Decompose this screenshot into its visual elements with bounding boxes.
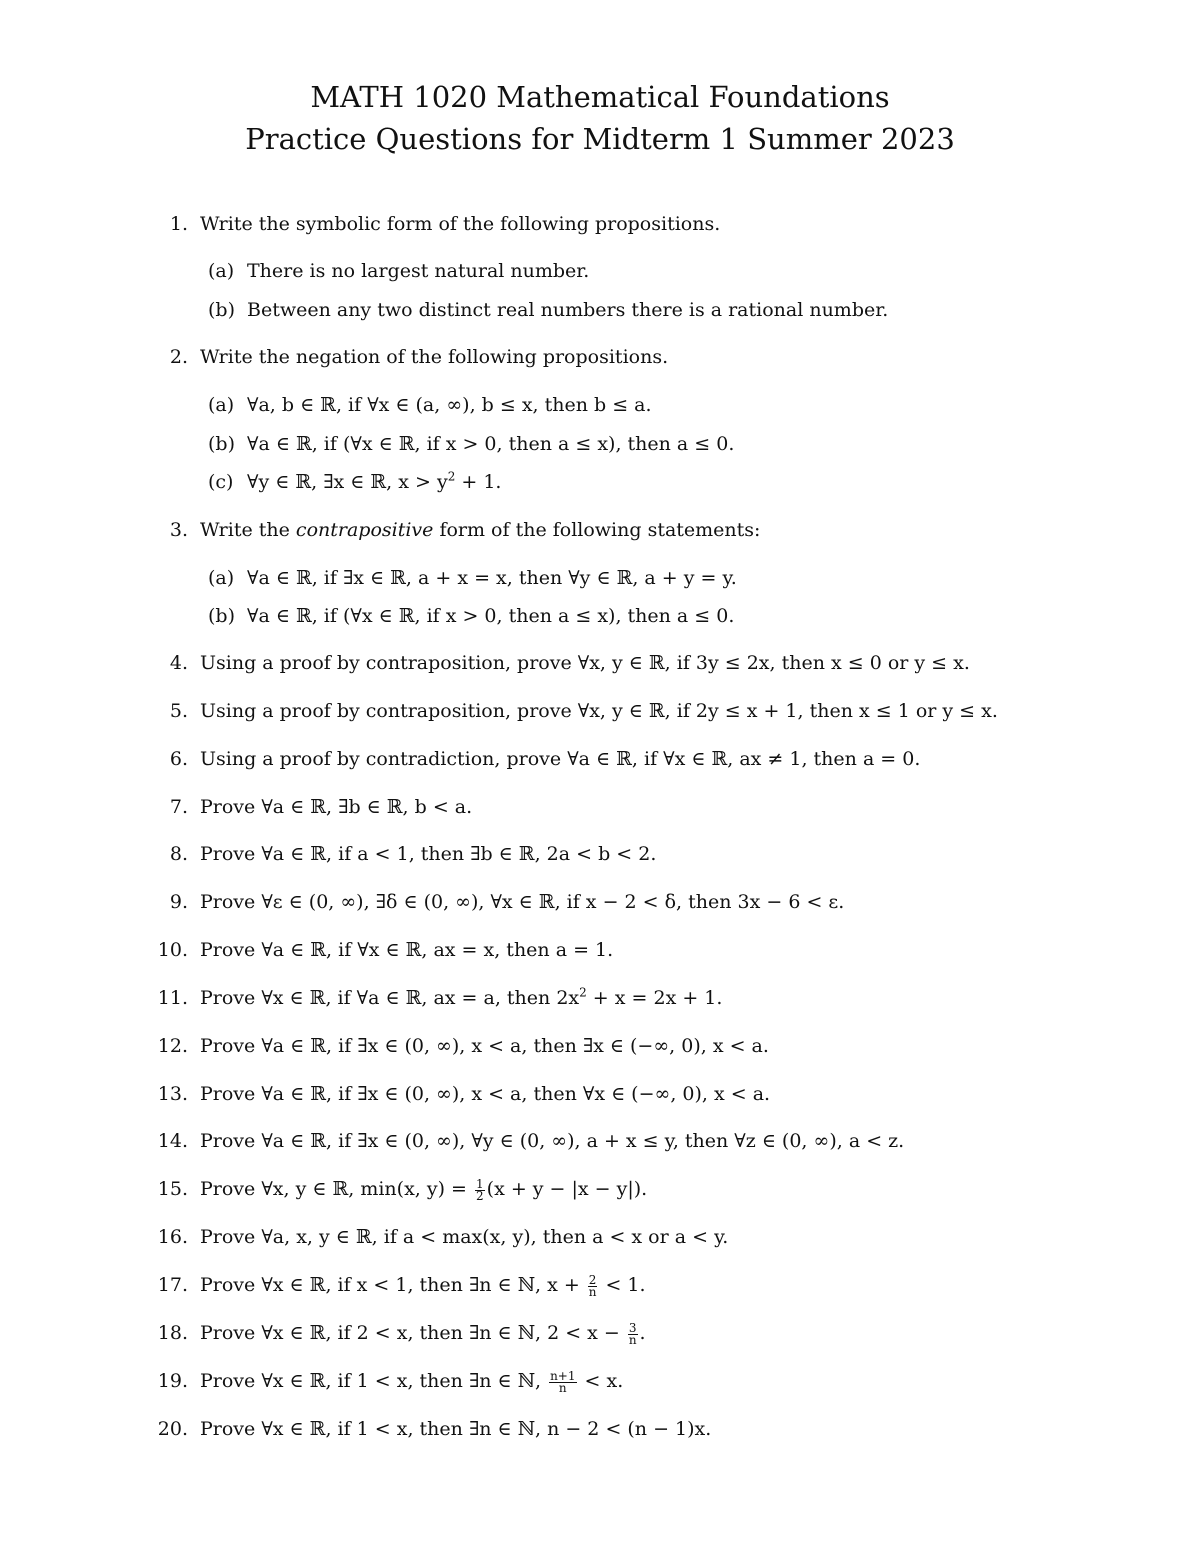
part-text: There is no largest natural number. [247,260,590,282]
question-text: Using a proof by contradiction, prove ∀a ∈ ℝ, if ∀x ∈ ℝ, ax ≠ 1, then a = 0. [200,748,921,770]
question-number: 1. [169,213,188,235]
question-text: Prove ∀x, y ∈ ℝ, min(x, y) = $\frac{1}{2}$ (x + y − |x − y|). [200,1176,648,1203]
part-label: (a) [208,260,235,282]
part-label: (a) [208,394,235,416]
document-title: MATH 1020 Mathematical Foundations [310,80,890,114]
question-number: 12. [157,1035,188,1057]
question-text: Prove ∀a ∈ ℝ, if ∃x ∈ (0, ∞), x < a, then ∀x ∈ (−∞, 0), x < a. [200,1083,771,1105]
question-number: 7. [169,796,188,818]
fraction: $\frac{3}{n}$ [628,1320,637,1347]
question-number: 19. [157,1370,188,1392]
question-text: Prove ∀x ∈ ℝ, if x < 1, then ∃n ∈ ℕ, x + $\frac{2}{n}$ < 1. [200,1272,646,1299]
question-number: 9. [169,891,188,913]
question-text: Prove ∀a ∈ ℝ, if ∃x ∈ (0, ∞), x < a, then ∃x ∈ (−∞, 0), x < a. [200,1035,769,1057]
part-text: ∀a, b ∈ ℝ, if ∀x ∈ (a, ∞), b ≤ x, then b ≤ a. [247,394,652,416]
document-subtitle: Practice Questions for Midterm 1 Summer 2023 [245,122,955,156]
question-text: Write the negation of the following propositions. [200,346,669,368]
question-text: Prove ∀a ∈ ℝ, if ∃x ∈ (0, ∞), ∀y ∈ (0, ∞), a + x ≤ y, then ∀z ∈ (0, ∞), a < z. [200,1130,905,1152]
part-text: ∀a ∈ ℝ, if (∀x ∈ ℝ, if x > 0, then a ≤ x), then a ≤ 0. [247,605,735,627]
question-number: 16. [157,1226,188,1248]
question-number: 3. [169,519,188,541]
question-number: 14. [157,1130,188,1152]
part-text: Between any two distinct real numbers there is a rational number. [247,299,889,321]
fraction: $\frac{2}{n}$ [588,1272,597,1299]
question-text: Prove ∀x ∈ ℝ, if 1 < x, then ∃n ∈ ℕ, n − 2 < (n − 1)x. [200,1418,712,1440]
part-label: (a) [208,567,235,589]
question-text: Prove ∀ε ∈ (0, ∞), ∃δ ∈ (0, ∞), ∀x ∈ ℝ, if x − 2 < δ, then 3x − 6 < ε. [200,891,845,913]
question-text: Prove ∀x ∈ ℝ, if ∀a ∈ ℝ, ax = a, then $2x^2 + x = 2x + 1$. [200,985,723,1009]
question-number: 17. [157,1274,188,1296]
question-text: Write the contrapositive form of the following statements: [200,519,761,541]
question-number: 2. [169,346,188,368]
question-text: Prove ∀a ∈ ℝ, ∃b ∈ ℝ, b < a. [200,796,473,818]
question-number: 4. [169,652,188,674]
question-number: 18. [157,1322,188,1344]
part-text: ∀a ∈ ℝ, if ∃x ∈ ℝ, a + x = x, then ∀y ∈ ℝ, a + y = y. [247,567,737,589]
part-label: (b) [208,299,235,321]
part-label: (c) [208,471,234,493]
question-text: Prove ∀a, x, y ∈ ℝ, if a < max(x, y), then a < x or a < y. [200,1226,729,1248]
question-text: Prove ∀a ∈ ℝ, if ∀x ∈ ℝ, ax = x, then a = 1. [200,939,614,961]
part-label: (b) [208,433,235,455]
question-text: Prove ∀x ∈ ℝ, if 1 < x, then ∃n ∈ ℕ, $\frac{n+1}{n}$ < x. [200,1368,624,1395]
question-number: 13. [157,1083,188,1105]
question-number: 15. [157,1178,188,1200]
question-text: Prove ∀x ∈ ℝ, if 2 < x, then ∃n ∈ ℕ, 2 < x − $\frac{3}{n}$ . [200,1320,646,1347]
part-text: ∀y ∈ ℝ, ∃x ∈ ℝ, $x > y^2 + 1$. [247,469,502,493]
question-number: 5. [169,700,188,722]
question-number: 11. [157,987,188,1009]
question-number: 10. [157,939,188,961]
part-text: ∀a ∈ ℝ, if (∀x ∈ ℝ, if x > 0, then a ≤ x), then a ≤ 0. [247,433,735,455]
part-label: (b) [208,605,235,627]
question-number: 6. [169,748,188,770]
question-text: Using a proof by contraposition, prove ∀x, y ∈ ℝ, if 2y ≤ x + 1, then x ≤ 1 or y ≤ x. [200,700,998,722]
question-text: Prove ∀a ∈ ℝ, if a < 1, then ∃b ∈ ℝ, 2a < b < 2. [200,843,657,865]
question-text: Write the symbolic form of the following propositions. [200,213,721,235]
question-number: 8. [169,843,188,865]
question-text: Using a proof by contraposition, prove ∀x, y ∈ ℝ, if 3y ≤ 2x, then x ≤ 0 or y ≤ x. [200,652,970,674]
fraction: $\frac{1}{2}$ [476,1176,484,1203]
fraction: $\frac{n+1}{n}$ [550,1368,576,1395]
question-number: 20. [157,1418,188,1440]
